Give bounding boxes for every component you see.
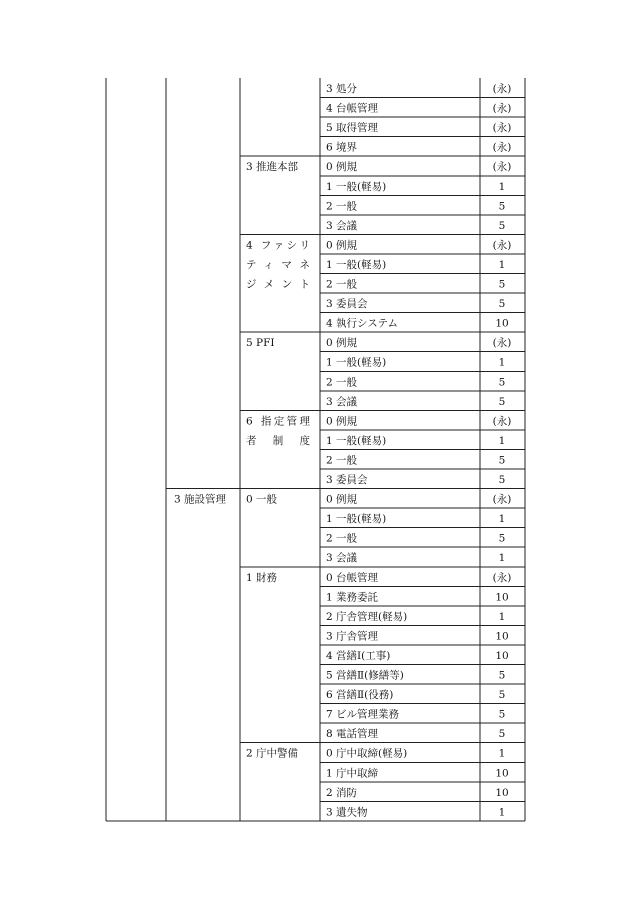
retention-period: 1 xyxy=(498,180,506,193)
item-name: 5 取得管理 xyxy=(326,122,379,135)
minor-category-label: 者制度 xyxy=(246,434,310,447)
item-name: 2 庁舎管理(軽易) xyxy=(326,610,408,623)
item-name: 0 例規 xyxy=(326,493,358,506)
retention-period: 1 xyxy=(498,513,506,526)
retention-period: 5 xyxy=(498,728,506,741)
retention-period: 5 xyxy=(498,708,506,721)
item-name: 2 一般 xyxy=(326,376,358,389)
retention-period: 5 xyxy=(498,532,506,545)
minor-category-label: 2 庁中警備 xyxy=(246,747,299,760)
retention-period: 1 xyxy=(498,552,506,565)
item-name: 3 会議 xyxy=(326,395,358,408)
item-name: 1 一般(軽易) xyxy=(326,356,387,369)
item-name: 0 例規 xyxy=(326,239,358,252)
minor-category-label: ジメント xyxy=(246,278,310,291)
retention-period: (永) xyxy=(492,161,512,174)
retention-period: 1 xyxy=(498,806,506,819)
retention-period: 10 xyxy=(495,649,509,662)
retention-period: (永) xyxy=(492,122,512,135)
retention-period: 1 xyxy=(498,747,506,760)
retention-period: (永) xyxy=(492,83,512,95)
item-name: 1 一般(軽易) xyxy=(326,258,387,271)
item-name: 1 一般(軽易) xyxy=(326,513,387,526)
retention-period: (永) xyxy=(492,239,512,252)
retention-period: (永) xyxy=(492,102,512,115)
retention-period: 5 xyxy=(498,669,506,682)
middle-category-label: 3 施設管理 xyxy=(174,493,227,506)
item-name: 4 営繕Ⅰ(工事) xyxy=(326,649,391,662)
retention-period: 10 xyxy=(495,767,509,780)
retention-period: 1 xyxy=(498,356,506,369)
item-name: 5 営繕Ⅱ(修繕等) xyxy=(326,669,404,682)
retention-period: 1 xyxy=(498,258,506,271)
minor-category-label: 4 ファシリ xyxy=(246,239,310,252)
retention-period: (永) xyxy=(492,493,512,506)
item-name: 0 例規 xyxy=(326,415,358,428)
retention-period: (永) xyxy=(492,571,512,584)
item-name: 1 庁中取締 xyxy=(326,767,379,780)
retention-period: (永) xyxy=(492,337,512,350)
retention-period: 5 xyxy=(498,689,506,702)
item-name: 1 一般(軽易) xyxy=(326,434,387,447)
minor-category-label: 5 PFI xyxy=(246,337,275,350)
item-name: 0 例規 xyxy=(326,337,358,350)
item-name: 6 営繕Ⅱ(役務) xyxy=(326,689,394,702)
item-name: 7 ビル管理業務 xyxy=(326,708,400,721)
item-name: 4 執行システム xyxy=(326,317,398,330)
retention-period: 5 xyxy=(498,298,506,311)
retention-period: 5 xyxy=(498,376,506,389)
minor-category-label: 1 財務 xyxy=(246,571,278,584)
retention-period: 10 xyxy=(495,591,509,604)
item-name: 1 業務委託 xyxy=(326,591,379,604)
item-name: 2 一般 xyxy=(326,278,358,291)
minor-category-label: ティマネ xyxy=(246,258,310,271)
retention-period: 5 xyxy=(498,395,506,408)
item-name: 0 台帳管理 xyxy=(326,571,379,584)
item-name: 8 電話管理 xyxy=(326,728,379,741)
minor-category-label: 6 指定管理 xyxy=(246,415,310,428)
item-name: 3 委員会 xyxy=(326,474,368,486)
retention-period: 5 xyxy=(498,454,506,467)
retention-period: 5 xyxy=(498,278,506,291)
retention-period: 1 xyxy=(498,610,506,623)
item-name: 3 遺失物 xyxy=(326,806,368,819)
item-name: 3 処分 xyxy=(326,83,358,95)
retention-period: 5 xyxy=(498,200,506,213)
item-name: 3 会議 xyxy=(326,552,358,565)
retention-period: (永) xyxy=(492,415,512,428)
item-name: 1 一般(軽易) xyxy=(326,180,387,193)
retention-period: 5 xyxy=(498,219,506,232)
retention-period: 5 xyxy=(498,474,506,486)
item-name: 3 委員会 xyxy=(326,298,368,311)
item-name: 4 台帳管理 xyxy=(326,102,379,115)
minor-category-label: 0 一般 xyxy=(246,493,278,506)
retention-period: (永) xyxy=(492,141,512,154)
item-name: 0 例規 xyxy=(326,161,358,174)
item-name: 6 境界 xyxy=(326,141,358,154)
item-name: 0 庁中取締(軽易) xyxy=(326,747,408,760)
retention-period: 10 xyxy=(495,786,509,799)
item-name: 3 庁舎管理 xyxy=(326,630,379,643)
retention-period: 1 xyxy=(498,434,506,447)
item-name: 2 一般 xyxy=(326,532,358,545)
retention-period: 10 xyxy=(495,317,509,330)
item-name: 3 会議 xyxy=(326,219,358,232)
item-name: 2 一般 xyxy=(326,454,358,467)
minor-category-label: 3 推進本部 xyxy=(246,161,299,174)
item-name: 2 消防 xyxy=(326,786,358,799)
retention-period: 10 xyxy=(495,630,509,643)
item-name: 2 一般 xyxy=(326,200,358,213)
